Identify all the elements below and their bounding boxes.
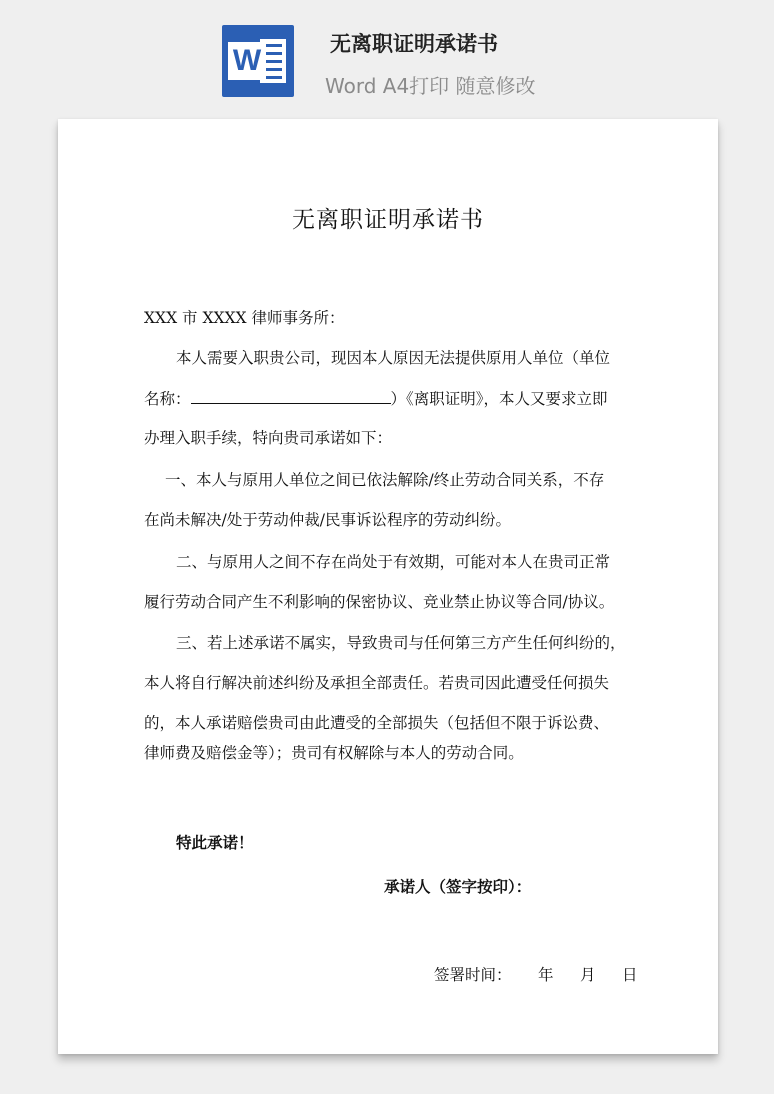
word-logo-letter: W xyxy=(228,42,266,80)
item3-line-3: 的，本人承诺赔偿贵司由此遭受的全部损失（包括但不限于诉讼费、 xyxy=(144,714,610,732)
item1-line-2: 在尚未解决/处于劳动仲裁/民事诉讼程序的劳动纠纷。 xyxy=(144,511,511,529)
document-title: 无离职证明承诺书 xyxy=(292,207,484,233)
date-month: 月 xyxy=(580,966,596,984)
intro-line-3: 办理入职手续，特向贵司承诺如下： xyxy=(144,429,393,447)
item2-line-1: 二、与原用人之间不存在尚处于有效期，可能对本人在贵司正常 xyxy=(176,553,611,571)
date-label: 签署时间： xyxy=(434,966,512,984)
item2-line-2: 履行劳动合同产生不利影响的保密协议、竞业禁止协议等合同/协议。 xyxy=(144,593,615,611)
signer-label: 承诺人（签字按印）： xyxy=(384,877,532,896)
item1-line-1: 一、本人与原用人单位之间已依法解除/终止劳动合同关系，不存 xyxy=(165,471,605,489)
item3-line-1: 三、若上述承诺不属实，导致贵司与任何第三方产生任何纠纷的， xyxy=(176,634,626,652)
date-year: 年 xyxy=(538,966,554,984)
closing-text: 特此承诺！ xyxy=(176,833,254,852)
intro-line-2-suffix: ）《离职证明》，本人又要求立即 xyxy=(390,390,608,408)
item3-line-4: 律师费及赔偿金等）；贵司有权解除与本人的劳动合同。 xyxy=(144,744,524,762)
intro-line-2 xyxy=(144,388,608,409)
header-title: 无离职证明承诺书 xyxy=(330,32,498,56)
addressee: XXX 市 XXXX 律师事务所： xyxy=(144,309,345,327)
item3-line-2: 本人将自行解决前述纠纷及承担全部责任。若贵司因此遭受任何损失 xyxy=(144,674,610,692)
intro-line-2-prefix: 名称： xyxy=(144,390,191,408)
date-day: 日 xyxy=(622,966,638,984)
header-subtitle: Word A4打印 随意修改 xyxy=(325,74,536,98)
intro-line-1: 本人需要入职贵公司，现因本人原因无法提供原用人单位（单位 xyxy=(176,349,611,367)
header xyxy=(0,0,774,110)
document-page xyxy=(58,119,718,1054)
word-document-icon xyxy=(222,25,294,97)
unit-name-blank[interactable] xyxy=(191,388,391,404)
